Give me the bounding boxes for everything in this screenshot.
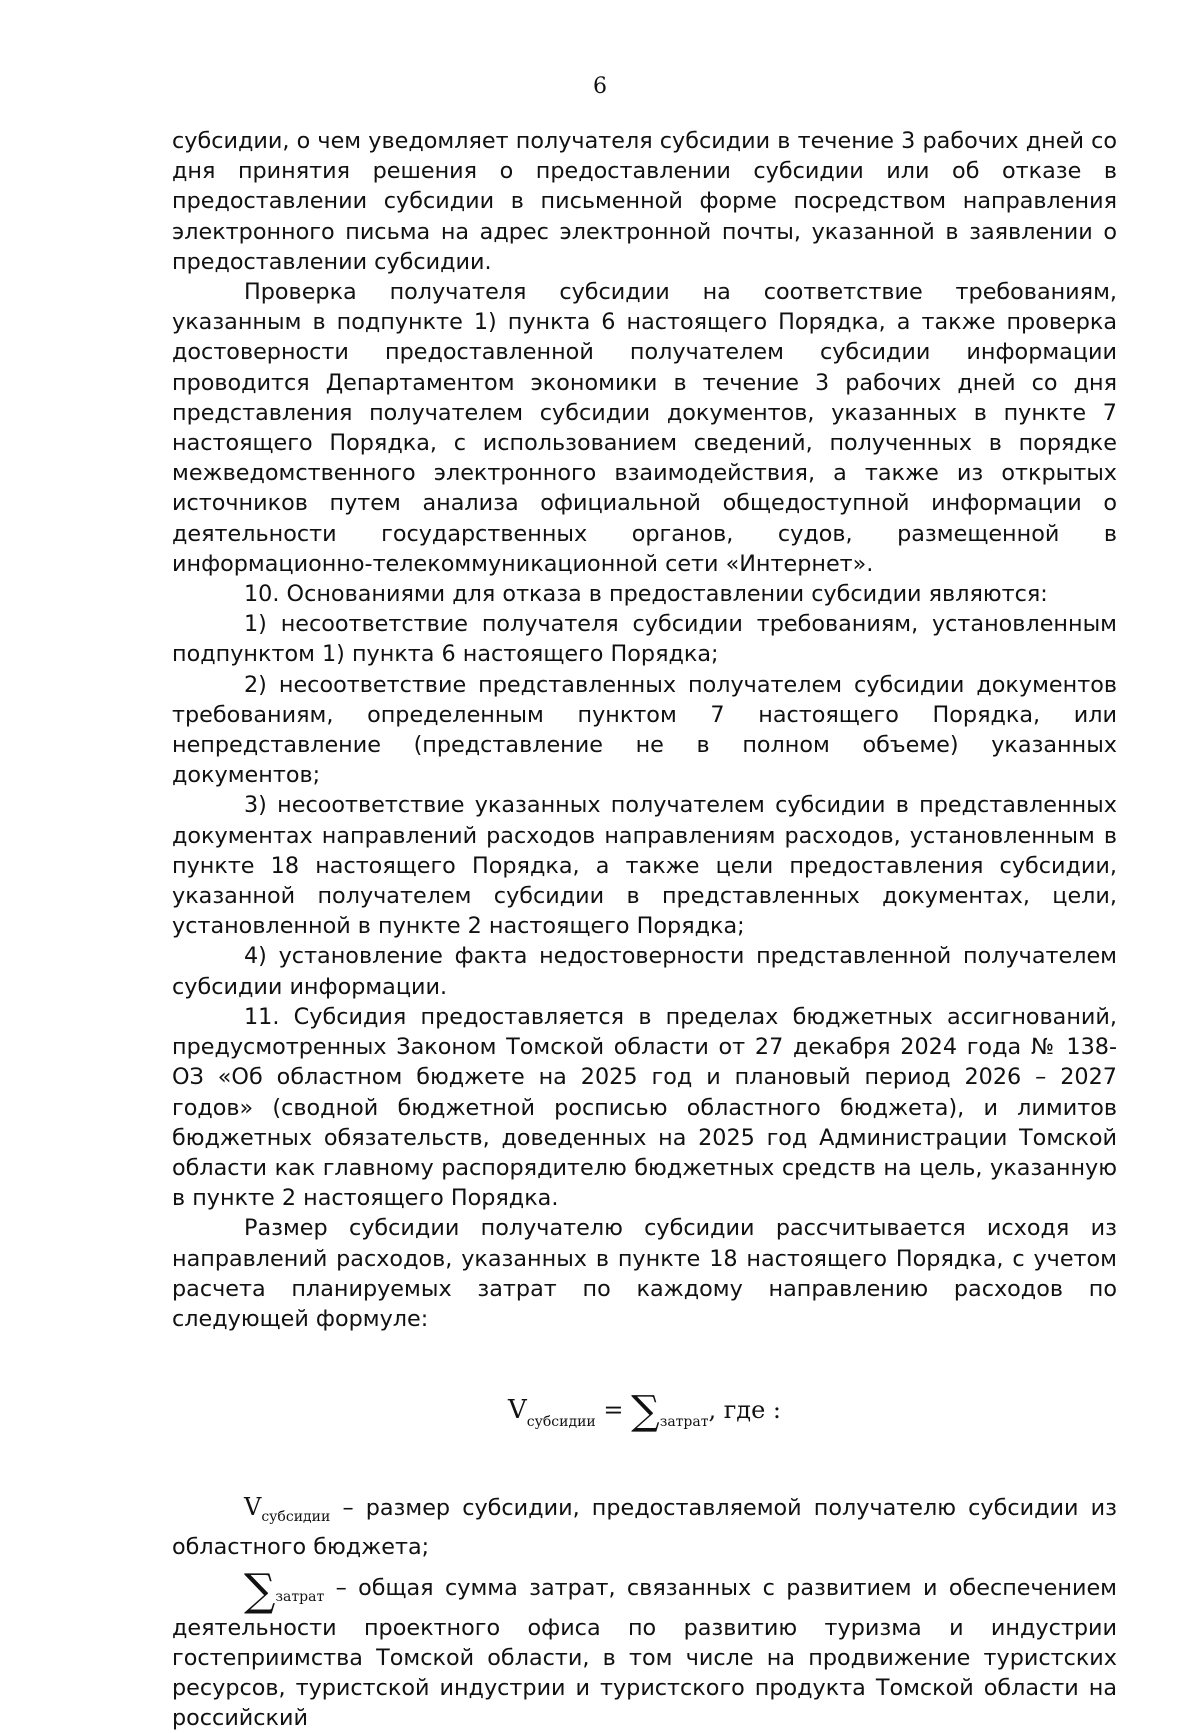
formula-v-subscript: субсидии: [526, 1414, 596, 1431]
paragraph: 1) несоответствие получателя субсидии требованиям, установленным подпунктом 1) пункта 6 настоящего Порядка;: [172, 611, 1117, 668]
paragraph: 2) несоответствие представленных получателем субсидии документов требованиям, определенным пунктом 7 настоящего Порядка, или непредставление (представление не в полном объеме) указанных документов;: [172, 671, 1117, 789]
paragraph: Проверка получателя субсидии на соответствие требованиям, указанным в подпункте 1) пункта 6 настоящего Порядка, а также проверка достоверности предоставленной получателем субсидии информации проводится Департаментом экономики в течение 3 рабочих дней со дня представления получателем субсидии документов, указанных в пункте 7 настоящего Порядка, с использованием сведений, полученных в порядке межведомственного электронного взаимодействия, а также из открытых источников путем анализа официальной общедоступной информации о деятельности государственных органов, судов, размещенной в информационно-телекоммуникационной сети «Интернет».: [172, 279, 1117, 577]
definition-v-subscript: субсидии: [261, 1509, 331, 1526]
definition-sigma-subscript: затрат: [275, 1588, 325, 1605]
paragraph: 3) несоответствие указанных получателем субсидии в представленных документах направлений расходов направлениям расходов, установленным в пункте 18 настоящего Порядка, а также цели предоставления субсидии, указанной получателем субсидии в представленных документах, цели, установленной в пункте 2 настоящего Порядка;: [172, 792, 1117, 940]
document-body: [172, 126, 1117, 1733]
paragraph: 4) установление факта недостоверности представленной получателем субсидии информации.: [172, 943, 1117, 1000]
paragraph: 11. Субсидия предоставляется в пределах бюджетных ассигнований, предусмотренных Законом Томской области от 27 декабря 2024 года № 138-ОЗ «Об областном бюджете на 2025 год и плановый период 2026 – 2027 годов» (сводной бюджетной росписью областного бюджета), и лимитов бюджетных обязательств, доведенных на 2025 год Администрации Томской области как главному распорядителю бюджетных средств на цель, указанную в пункте 2 настоящего Порядка.: [172, 1003, 1117, 1212]
formula-sigma-subscript: затрат: [659, 1414, 709, 1431]
formula-sigma: ∑: [631, 1388, 660, 1435]
formula-equals: =: [603, 1396, 624, 1425]
paragraph: субсидии, о чем уведомляет получателя субсидии в течение 3 рабочих дней со дня принятия решения о предоставлении субсидии или об отказе в предоставлении субсидии в письменной форме посредством направления электронного письма на адрес электронной почты, указанной в заявлении о предоставлении субсидии.: [172, 128, 1117, 275]
definition-sigma-symbol: ∑: [244, 1564, 276, 1616]
paragraph: Размер субсидии получателю субсидии рассчитывается исходя из направлений расходов, указанных в пункте 18 настоящего Порядка, с учетом расчета планируемых затрат по каждому направлению расходов по следующей формуле:: [172, 1215, 1117, 1332]
subsidy-formula: [172, 1390, 1117, 1442]
definition-sigma: [172, 1564, 1117, 1733]
definition-v-symbol: V: [244, 1493, 262, 1522]
formula-tail: , где :: [708, 1396, 781, 1425]
paragraph: 10. Основаниями для отказа в предоставлении субсидии являются:: [244, 581, 1048, 608]
definition-v: [172, 1492, 1117, 1562]
formula-v: V: [507, 1395, 527, 1426]
definition-sigma-text: – общая сумма затрат, связанных с развитием и обеспечением деятельности проектного офиса по развитию туризма и индустрии гостеприимства Томской области, в том числе на продвижение туристских ресурсов, туристской индустрии и туристского продукта Томской области на российский: [172, 1574, 1117, 1732]
definition-v-text: – размер субсидии, предоставляемой получателю субсидии из областного бюджета;: [172, 1495, 1117, 1561]
page-number: 6: [593, 74, 607, 99]
